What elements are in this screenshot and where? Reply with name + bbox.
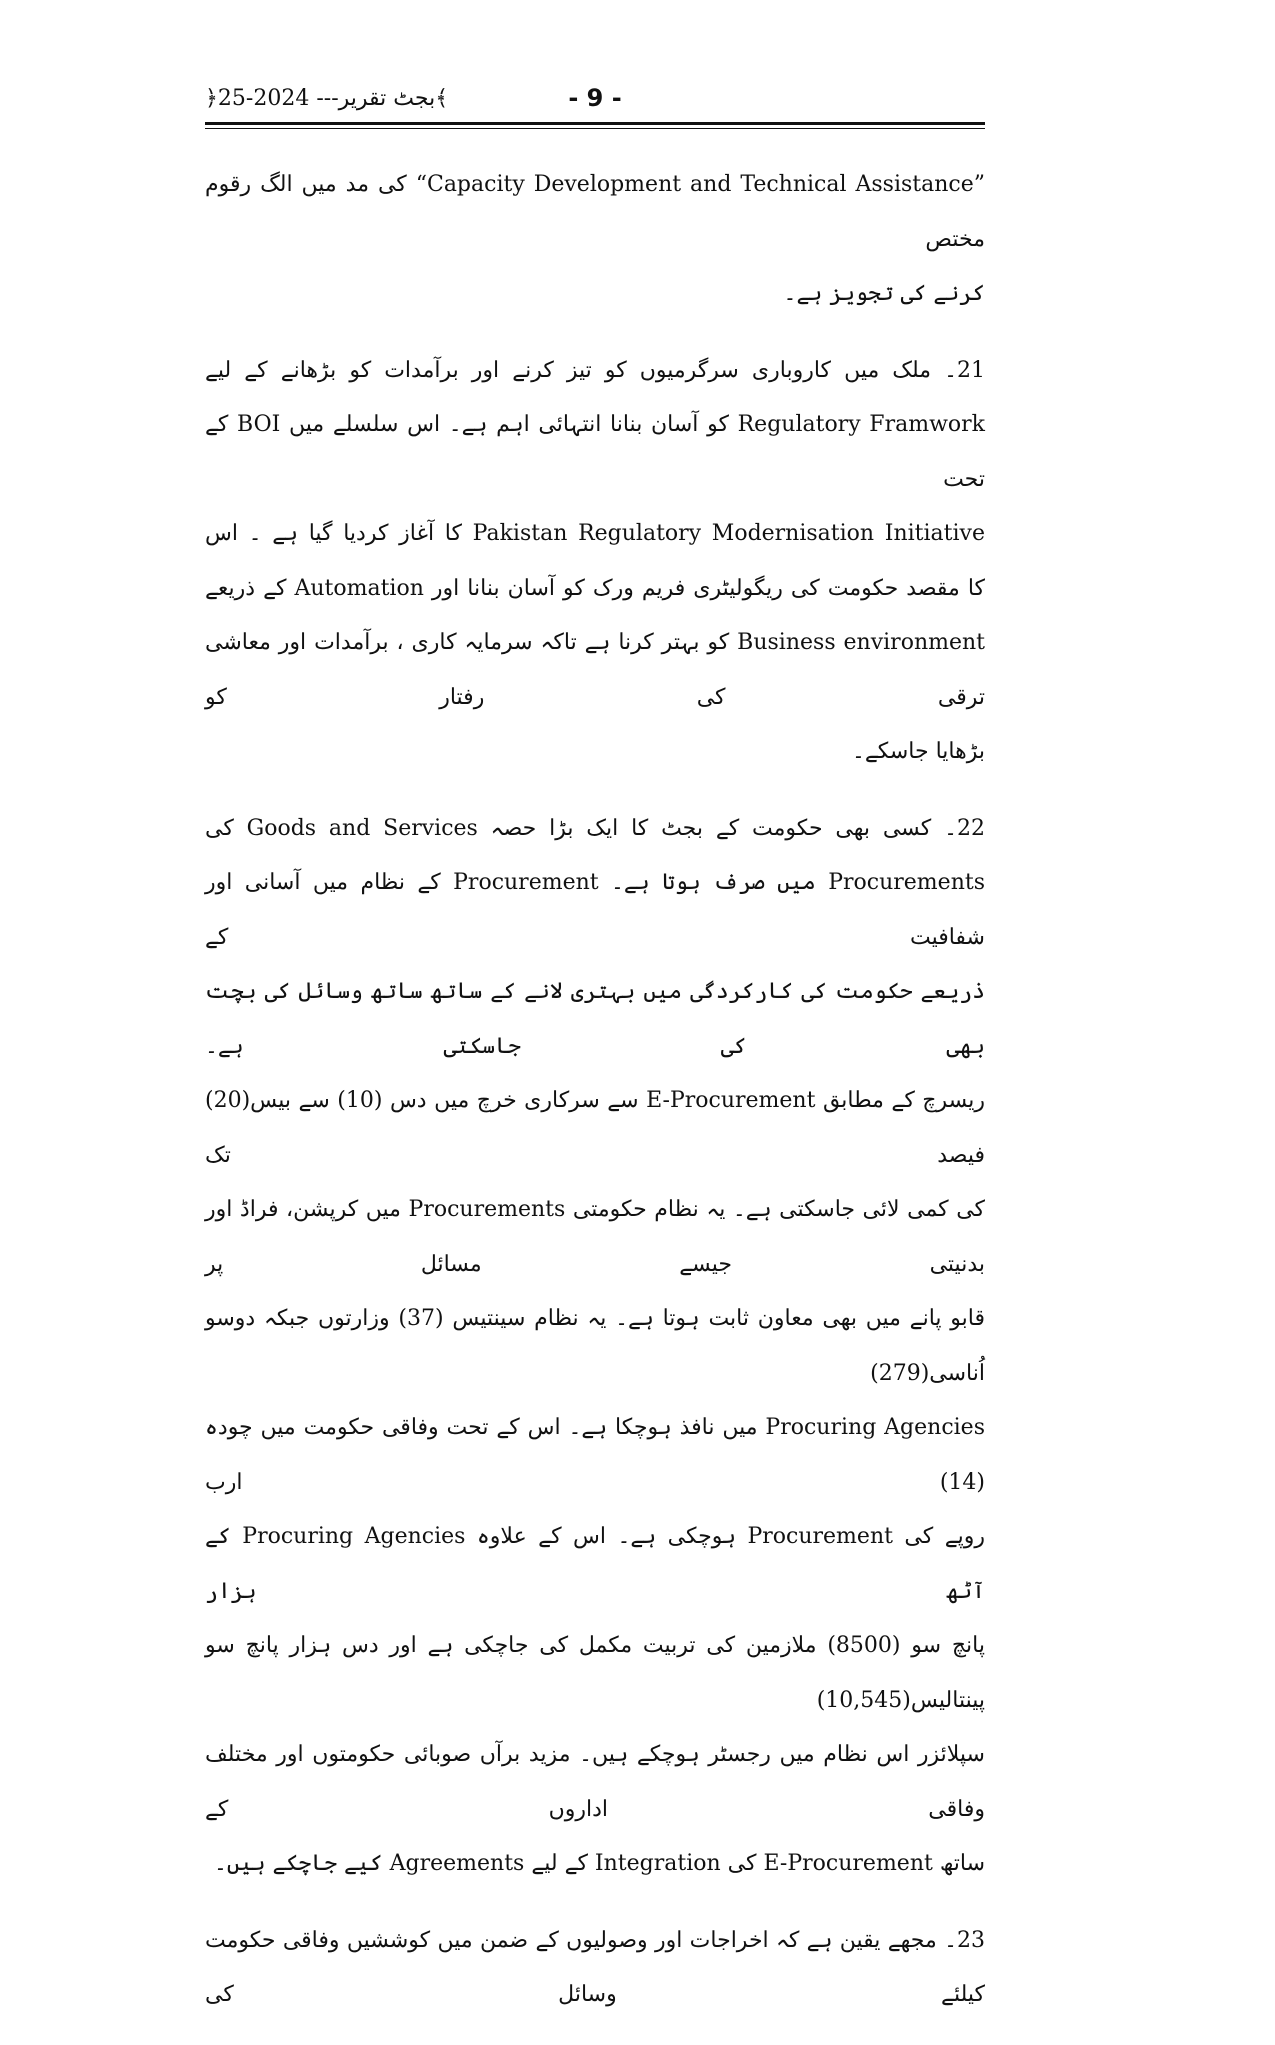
page-number: - 9 -: [568, 84, 622, 112]
text-line: 22۔ کسی بھی حکومت کے بجٹ کا ایک بڑا حصہ Goods and Services کی: [205, 815, 985, 841]
text-line: بڑھایا جاسکے۔: [851, 739, 985, 764]
header-rule-thick: [205, 122, 985, 125]
text-line: ساتھ E-Procurement کی Integration کے لیے Agreements کیے جاچکے ہیں۔: [213, 1851, 985, 1876]
text-line: 21۔ ملک میں کاروباری سرگرمیوں کو تیز کرنے اور برآمدات کو بڑھانے کے لیے: [205, 357, 985, 383]
paragraph-22-procurement: [205, 802, 985, 1892]
text-line: کی کمی لائی جاسکتی ہے۔ یہ نظام حکومتی Procurements میں کرپشن، فراڈ اور بدنیتی جیسے مسائل پر: [205, 1197, 985, 1277]
paragraph-23-revenue: [205, 1914, 985, 2023]
page-header: [205, 86, 985, 126]
text-line: ذریعے حکومت کی کارکردگی میں بہتری لانے کے ساتھ ساتھ وسائل کی بچت بھی کی جاسکتی ہے۔: [205, 979, 985, 1059]
text-line: Pakistan Regulatory Modernisation Initiative کا آغاز کردیا گیا ہے ۔ اس: [205, 521, 985, 546]
text-line: سپلائزر اس نظام میں رجسٹر ہوچکے ہیں۔ مزید برآں صوبائی حکومتوں اور مختلف وفاقی اداروں کے: [205, 1742, 985, 1822]
text-line: ”Capacity Development and Technical Assistance“ کی مد میں الگ رقوم مختص: [205, 172, 985, 252]
text-line: Business environment کو بہتر کرنا ہے تاکہ سرمایہ کاری ، برآمدات اور معاشی ترقی کی رفتار کو: [205, 630, 986, 710]
text-line: قابو پانے میں بھی معاون ثابت ہوتا ہے۔ یہ نظام سینتیس (37) وزارتوں جبکہ دوسو اُناسی(279): [205, 1306, 985, 1386]
text-line: کا مقصد حکومت کی ریگولیٹری فریم ورک کو آسان بنانا اور Automation کے ذریعے: [205, 575, 986, 601]
text-line: ریسرچ کے مطابق E-Procurement سے سرکاری خرچ میں دس (10) سے بیس(20) فیصد تک: [205, 1088, 985, 1168]
text-line: Regulatory Framwork کو آسان بنانا انتہائی اہم ہے۔ اس سلسلے میں BOI کے تحت: [205, 412, 985, 492]
text-line: Procuring Agencies میں نافذ ہوچکا ہے۔ اس کے تحت وفاقی حکومت میں چودہ (14) ارب: [205, 1415, 985, 1495]
paragraph-capacity-development: [205, 158, 985, 322]
header-title: ﴾بجٹ تقریر--- 2024-25﴿: [205, 86, 449, 111]
text-line: پانچ سو (8500) ملازمین کی تربیت مکمل کی جاچکی ہے اور دس ہزار پانچ سو پینتالیس(10,545): [205, 1633, 985, 1713]
text-line: 23۔ مجھے یقین ہے کہ اخراجات اور وصولیوں کے ضمن میں کوششیں وفاقی حکومت کیلئے وسائل کی: [205, 1927, 985, 2007]
text-line: کرنے کی تجویز ہے۔: [783, 281, 985, 306]
header-rule-thin: [205, 128, 985, 129]
text-line: Procurements میں صرف ہوتا ہے۔ Procurement کے نظام میں آسانی اور شفافیت کے: [205, 870, 985, 950]
text-line: روپے کی Procurement ہوچکی ہے۔ اس کے علاوہ Procuring Agencies کے آٹھ ہزار: [205, 1524, 985, 1604]
paragraph-21-regulatory: [205, 344, 985, 780]
document-body: [205, 158, 985, 2045]
